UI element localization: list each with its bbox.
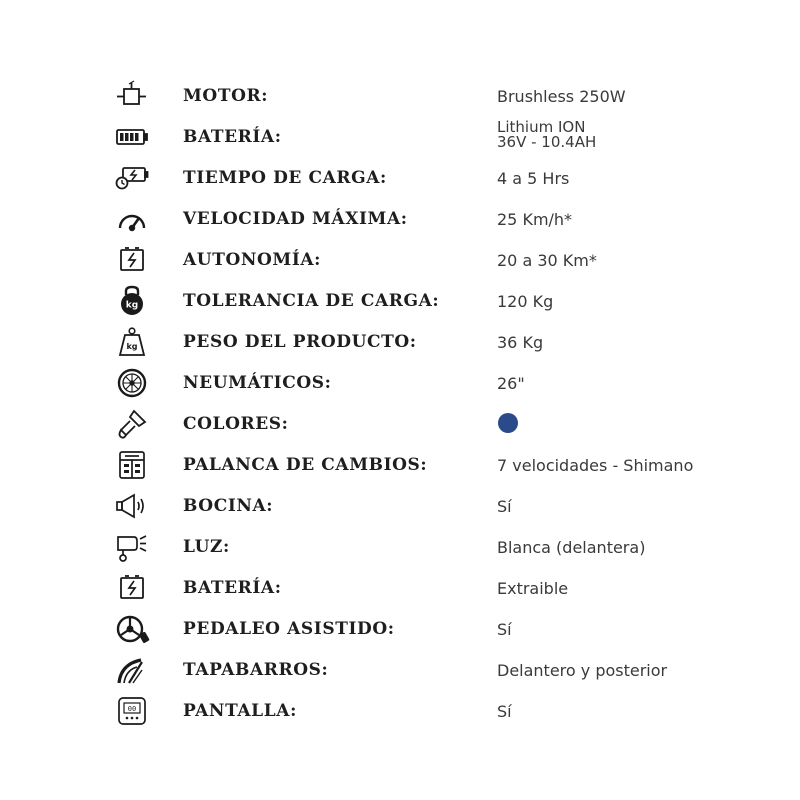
spec-row-bocina [0,486,800,527]
paint-brush-icon [112,407,152,441]
spec-label: NEUMÁTICOS: [183,373,332,393]
fender-icon [112,653,152,687]
spec-value: Extraible [497,579,569,598]
spec-label: PANTALLA: [183,701,297,721]
spec-label: VELOCIDAD MÁXIMA: [183,209,408,229]
spec-row-autonomia [0,240,800,281]
display-digits-text: 00 [127,705,137,713]
spec-value: Delantero y posterior [497,661,668,680]
spec-row-tapabarros [0,650,800,691]
display-icon [112,694,152,728]
spec-label: AUTONOMÍA: [183,250,322,270]
spec-row-neumaticos [0,363,800,404]
spec-row-bateria [0,117,800,158]
spec-row-luz [0,527,800,568]
spec-row-peso-del-producto [0,322,800,363]
spec-value-line: 36V - 10.4AH [497,133,597,151]
spec-row-pantalla [0,691,800,732]
color-swatch-blue [498,413,518,433]
gear-shifter-icon [112,448,152,482]
weight-icon [112,325,152,359]
spec-label: BOCINA: [183,496,274,516]
spec-value [497,120,596,150]
kettlebell-kg-text: kg [125,300,139,311]
spec-row-pedaleo-asistido [0,609,800,650]
motor-icon [112,79,152,113]
charging-time-icon [112,161,152,195]
spec-row-bateria-extraible [0,568,800,609]
spec-row-tiempo-de-carga [0,158,800,199]
weight-kg-text: kg [126,342,138,351]
spec-label: PEDALEO ASISTIDO: [183,619,395,639]
spec-row-motor [0,76,800,117]
spec-value: 7 velocidades - Shimano [497,456,694,475]
spec-value: Sí [497,702,512,721]
spec-label: PESO DEL PRODUCTO: [183,332,417,352]
speedometer-icon [112,202,152,236]
spec-row-tolerancia-de-carga [0,281,800,322]
pedal-assist-icon [112,612,152,646]
battery-icon [112,120,152,154]
battery-charge-icon [112,243,152,277]
spec-value: 20 a 30 Km* [497,251,597,270]
spec-label: TOLERANCIA DE CARGA: [183,291,440,311]
battery-charge-icon [112,571,152,605]
spec-row-palanca-de-cambios [0,445,800,486]
spec-label: BATERÍA: [183,127,282,147]
spec-value: Brushless 250W [497,87,626,106]
spec-value: 36 Kg [497,333,544,352]
kettlebell-icon [112,284,152,318]
spec-label: MOTOR: [183,86,269,106]
spec-label: COLORES: [183,414,289,434]
spec-value: Sí [497,620,512,639]
spec-row-colores [0,404,800,445]
spec-value: 26" [497,374,525,393]
spec-label: LUZ: [183,537,230,557]
tire-icon [112,366,152,400]
spec-label: TIEMPO DE CARGA: [183,168,387,188]
spec-value: 120 Kg [497,292,554,311]
spec-value: Blanca (delantera) [497,538,646,557]
spec-label: BATERÍA: [183,578,282,598]
spec-label: PALANCA DE CAMBIOS: [183,455,428,475]
spec-value: Sí [497,497,512,516]
spec-value-line: Lithium ION [497,118,586,136]
spec-row-velocidad-maxima [0,199,800,240]
horn-icon [112,489,152,523]
spec-value: 4 a 5 Hrs [497,169,570,188]
spec-value: 25 Km/h* [497,210,573,229]
headlight-icon [112,530,152,564]
spec-label: TAPABARROS: [183,660,329,680]
